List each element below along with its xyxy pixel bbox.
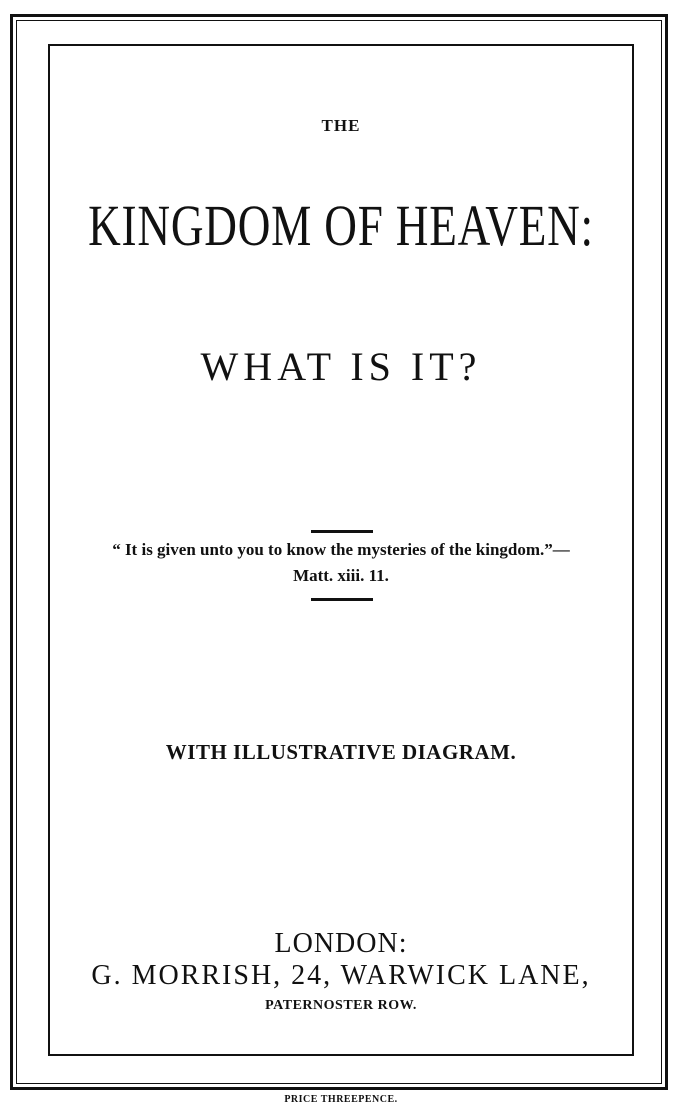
main-title: KINGDOM OF HEAVEN: bbox=[88, 193, 594, 258]
imprint-place: PATERNOSTER ROW. bbox=[265, 998, 417, 1013]
title-article: THE bbox=[321, 116, 361, 135]
illustration-note: WITH ILLUSTRATIVE DIAGRAM. bbox=[165, 740, 517, 764]
epigraph-rule-bottom bbox=[311, 598, 373, 601]
price-note: PRICE THREEPENCE. bbox=[284, 1094, 398, 1105]
imprint-city: LONDON: bbox=[274, 928, 408, 959]
epigraph-quote: “ It is given unto you to know the mysteries of the kingdom.”— bbox=[112, 540, 570, 559]
imprint-publisher: G. MORRISH, 24, WARWICK LANE, bbox=[91, 960, 591, 991]
epigraph-rule-top bbox=[311, 530, 373, 533]
epigraph-citation: Matt. xiii. 11. bbox=[293, 566, 389, 585]
subtitle: WHAT IS IT? bbox=[200, 344, 482, 389]
